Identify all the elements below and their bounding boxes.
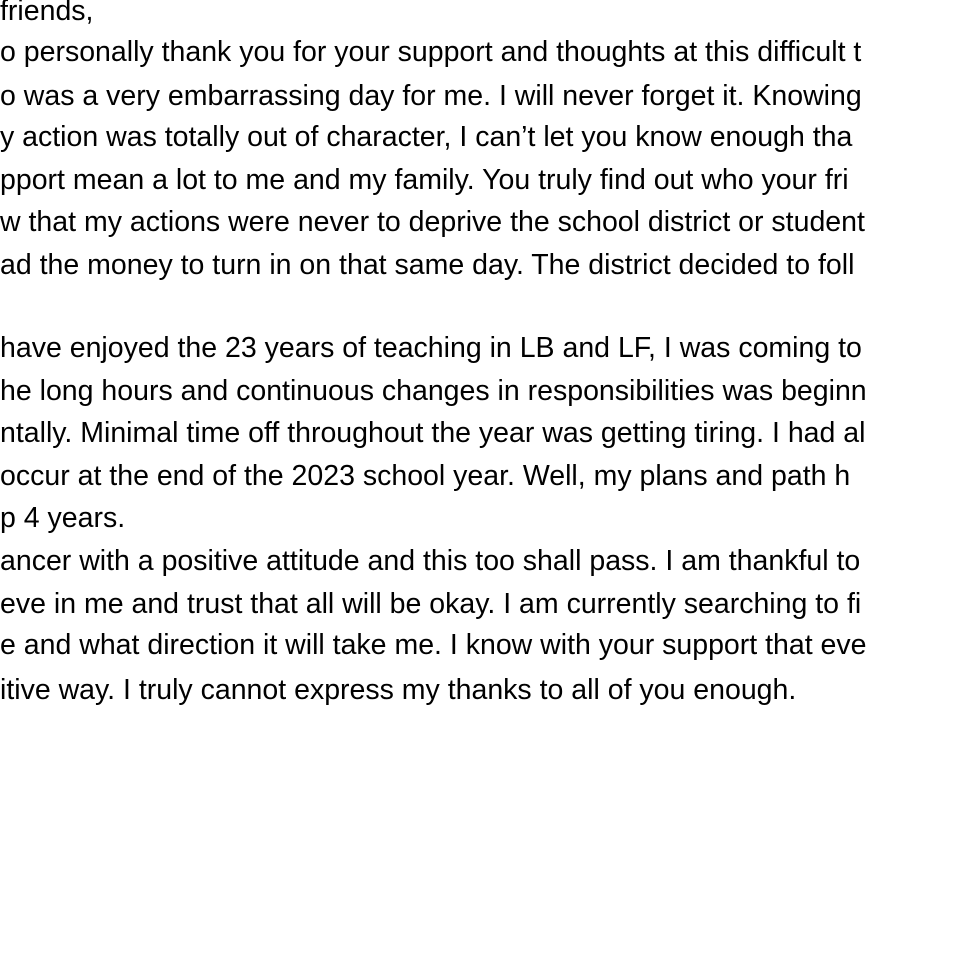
paragraph-3-line-3: e and what direction it will take me. I know with your support that eve (0, 629, 867, 661)
paragraph-3-line-2: eve in me and trust that all will be okay. I am currently searching to fi (0, 588, 862, 620)
paragraph-2-line-1: have enjoyed the 23 years of teaching in LB and LF, I was coming to (0, 332, 862, 364)
paragraph-3-line-1: ancer with a positive attitude and this too shall pass. I am thankful to (0, 545, 861, 577)
paragraph-1-line-5: w that my actions were never to deprive the school district or student (0, 206, 865, 238)
paragraph-2-line-5: p 4 years. (0, 502, 126, 534)
paragraph-2-line-2: he long hours and continuous changes in responsibilities was beginn (0, 375, 867, 407)
paragraph-2-line-3: ntally. Minimal time off throughout the year was getting tiring. I had al (0, 417, 866, 449)
letter-greeting-line: friends, (0, 0, 94, 27)
paragraph-1-line-3: y action was totally out of character, I can’t let you know enough tha (0, 121, 853, 153)
paragraph-2-line-4: occur at the end of the 2023 school year. Well, my plans and path h (0, 460, 851, 492)
paragraph-1-line-6: ad the money to turn in on that same day. The district decided to foll (0, 249, 855, 281)
paragraph-3-line-4: itive way. I truly cannot express my thanks to all of you enough. (0, 674, 797, 706)
paragraph-1-line-1: o personally thank you for your support and thoughts at this difficult t (0, 36, 862, 68)
paragraph-1-line-2: o was a very embarrassing day for me. I will never forget it. Knowing (0, 80, 862, 112)
paragraph-1-line-4: pport mean a lot to me and my family. You truly find out who your fri (0, 164, 849, 196)
